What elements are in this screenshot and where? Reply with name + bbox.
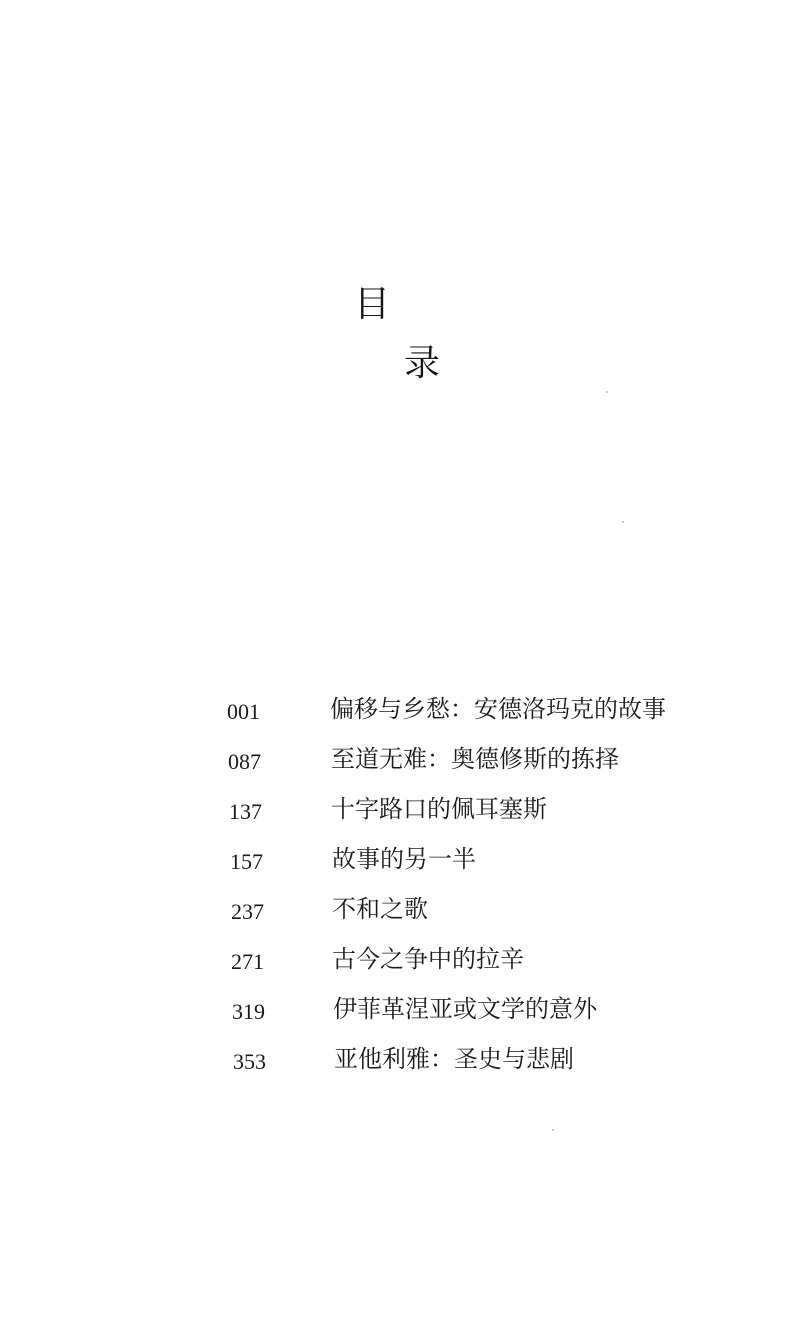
toc-entry[interactable] bbox=[0, 992, 790, 1032]
paper-speck bbox=[552, 1129, 554, 1131]
toc-entry[interactable] bbox=[0, 692, 790, 732]
toc-entry[interactable] bbox=[0, 792, 790, 832]
toc-page-number: 271 bbox=[231, 949, 264, 974]
toc-chapter-title: 偏移与乡愁：安德洛玛克的故事 bbox=[330, 695, 666, 723]
toc-page-number: 319 bbox=[232, 999, 265, 1024]
toc-page-number: 087 bbox=[228, 749, 261, 774]
heading-char-1: 目 bbox=[354, 284, 391, 325]
toc-entry[interactable] bbox=[0, 742, 790, 782]
paper-speck bbox=[622, 521, 624, 523]
toc-page-number: 157 bbox=[230, 849, 263, 874]
toc-chapter-title: 不和之歌 bbox=[332, 895, 428, 923]
toc-chapter-title: 故事的另一半 bbox=[332, 845, 476, 873]
toc-chapter-title: 亚他利雅：圣史与悲剧 bbox=[334, 1045, 574, 1073]
heading-char-2: 录 bbox=[404, 343, 441, 384]
toc-chapter-title: 十字路口的佩耳塞斯 bbox=[331, 795, 547, 823]
toc-page-number: 137 bbox=[229, 799, 262, 824]
toc-page-number: 353 bbox=[233, 1049, 266, 1074]
toc-entry[interactable] bbox=[0, 842, 790, 882]
toc-page-number: 237 bbox=[231, 899, 264, 924]
paper-speck bbox=[606, 391, 608, 393]
toc-chapter-title: 伊菲革涅亚或文学的意外 bbox=[333, 995, 597, 1023]
toc-entry[interactable] bbox=[0, 942, 790, 982]
toc-entry[interactable] bbox=[0, 1042, 790, 1082]
toc-chapter-title: 至道无难：奥德修斯的拣择 bbox=[331, 745, 619, 773]
toc-page-number: 001 bbox=[227, 699, 260, 724]
toc-entry[interactable] bbox=[0, 892, 790, 932]
toc-chapter-title: 古今之争中的拉辛 bbox=[332, 945, 524, 973]
